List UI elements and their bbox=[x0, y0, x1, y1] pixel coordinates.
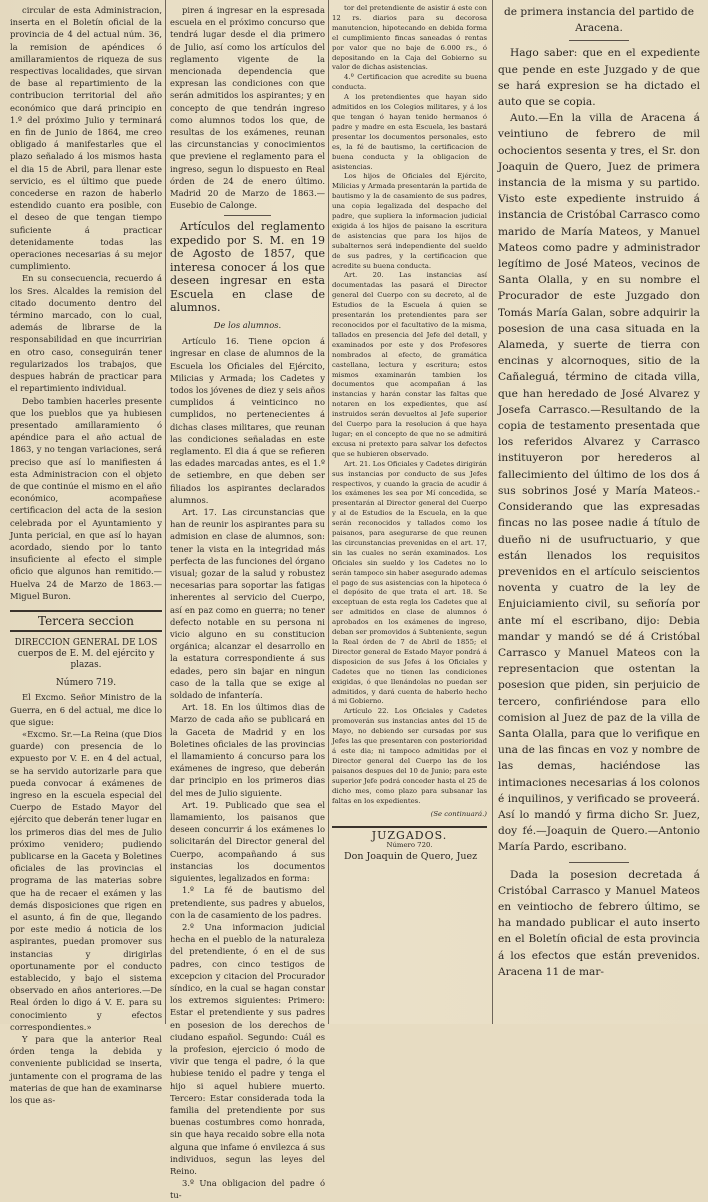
column-4 bbox=[498, 4, 700, 1022]
paragraph: «Excmo. Sr.—La Reina (que Dios guarde) con presencia de lo expuesto por V. E. en 4 del actual, se ha servido autorizarle para que pueda convocar á exámenes de ingreso en la escuela especial del Cuerpo de Estado Mayor del ejército que deberán tener lugar en los primeros dias del mes de Julio próximo venidero; pudiendo publicarse en la Gaceta y Boletines oficiales de las provincias el programa de las materias sobre que ha de recaer el exámen y las demás disposiciones que rigen en el asunto, á fin de que, llegando por este medio á noticia de los aspirantes, puedan promover sus instancias y dirigirlas oportunamente por el conducto establecido, y bajo el sistema observado en años anteriores.—De Real órden lo digo á V. E. para su conocimiento y efectos correspondientes.» bbox=[10, 728, 162, 1032]
article: Artículo 16. Tiene opcion á ingresar en clase de alumnos de la Escuela los Oficiales del Ejército, Milicias y Armada; los Cadetes y todos los jóvenes de diez y seis años cumplidos á veinticinco no cumplidos, no pertenecientes á dichas clases militares, que reunan las condiciones señaladas en este reglamento. El dia á que se refieren las edades marcadas antes, es el 1.º de setiembre, en que deben ser filiados los aspirantes declarados alumnos. bbox=[170, 336, 325, 505]
continuation-note: (Se continuará.) bbox=[430, 810, 487, 819]
section-heading: JUZGADOS. bbox=[332, 826, 487, 841]
articles-heading: Artículos del reglamento expedido por S. M. en 19 de Agosto de 1857, que interesa conocer á los que deseen ingresar en esta Escuela en clase de alumnos. bbox=[170, 220, 325, 315]
paragraph: piren á ingresar en la espresada escuela en el próximo concurso que tendrá lugar desde el dia primero de Julio, así como los artículos del reglamento vigente de la mencionada dependencia que expresan las condiciones con que serán admitidos los aspirantes; y en concepto de que tendrán ingreso como alumnos todos los que, de resultas de los exámenes, reunan las circunstancias y conocimientos que previene el reglamento para el ingreso, segun lo dispuesto en Real órden de 24 de enero último. Madrid 20 de Marzo de 1863.—Eusebio de Calonge. bbox=[170, 5, 325, 211]
article: Art. 21. Los Oficiales y Cadetes dirigirán sus instancias por conducto de sus Jefes respectivos, y cuando la gracia de acudir á los exámenes les sea por Mí concedida, se presentarán al Director general del Cuerpo y al de Estudios de la Escuela, en la que serán reconocidos y tallados como los paisanos, para asegurarse de que reunen las circunstancias prevenidas en el art. 17, sin las cuales no serán examinados. Los Oficiales sin sueldo y los Cadetes no lo serán tampoco sin haber asegurado ademas el pago de sus asistencias con la hipoteca ó el depósito de que trata el art. 18. Se exceptuan de esta regla los Cadetes que al ser admitidos en clase de alumnos ó aprobados en los exámenes de ingreso, deban ser promovidos á Subteniente, segun la Real órden de 7 de Abril de 1855; el Director general de Estado Mayor pondrá á disposicion de sus Jefes á los Oficiales y Cadetes que no tienen las condiciones exigidas, ó que llenándolas no puedan ser admitidos, y dará cuenta de haberlo hecho á mi Gobierno. bbox=[332, 459, 487, 706]
paragraph: Y para que la anterior Real órden tenga la debida y conveniente publicidad se inserta, juntamente con el programa de las materias de que han de examinarse los que as- bbox=[10, 1034, 162, 1106]
paragraph: El Excmo. Señor Ministro de la Guerra, en 6 del actual, me dice lo que sigue: bbox=[10, 692, 162, 727]
paragraph: tor del pretendiente de asistir á este con 12 rs. diarios para su decorosa manutencion, hipotecando en debida forma el cumplimiento fincas saneadas ó rentas por valor que no baje de 6.000 rs., ó depositando en la Caja del Gobierno su valor de dichas asistencias. bbox=[332, 4, 487, 72]
notice-number: Número 720. bbox=[386, 841, 433, 850]
list-item: 1.º La fé de bautismo del pretendiente, sus padres y abuelos, con la de casamiento de los padres. bbox=[170, 885, 325, 920]
list-item: 4.º Certificacion que acredite su buena conducta. bbox=[332, 73, 487, 92]
column-1 bbox=[10, 4, 162, 1106]
paragraph: Hago saber: que en el expediente que pende en este Juzgado y de que se hará expresion se ha dictado el auto que se copia. bbox=[498, 47, 700, 109]
notice-number: Número 719. bbox=[55, 678, 117, 689]
paragraph: Auto.—En la villa de Aracena á veintiuno de febrero de mil ochocientos sesenta y tres, el Sr. don Joaquin de Quero, Juez de primera instancia de la misma y su partido. Visto este expediente instruido á instancia de Cristóbal Carrasco como marido de María Mateos, y Manuel Mateos como padre y administrador legítimo de José Mateos, vecinos de Santa Olalla, y en su nombre el Procurador de este Juzgado don Tomás María Galan, sobre adquirir la posesion de una casa situada en la Alameda, y suerte de tierra con encinas y alcornoques, sitio de la Cañaleguá, término de citada villa, que han heredado de José Alvarez y Josefa Carrasco.—Resultando de la copia de testamento presentada que los referidos Alvarez y Carrasco instituyeron por herederos al fallecimiento del último de los dos á sus sobrinos José y María Mateos.-Considerando que las expresadas fincas no las posee nadie á título de dueño ni de usufructuario, y que están llenados los requisitos prevenidos en el artículo seiscientos noventa y cuatro de la ley de Enjuiciamiento civil, su señoría por ante mí el escribano, dijo: Debia mandar y mandó se dé á Cristóbal Carrasco y Manuel Mateos con la representacion que ostentan la posesion que piden, sin perjuicio de tercero, confiriéndose para ello comision al Juez de paz de la villa de Santa Olalla, para que lo verifique en una de las fincas en voz y nombre de las demas, haciéndose las intimaciones necesarias á los colonos é inquilinos, y verificado se proveerá. Así lo mandó y firma dicho Sr. Juez, doy fé.—Joaquin de Quero.—Antonio María Pardo, escribano. bbox=[498, 112, 700, 854]
divider bbox=[569, 40, 630, 41]
column-divider bbox=[165, 0, 166, 1024]
paragraph: En su consecuencia, recuerdo á los Sres. Alcaldes la remision del citado documento dentro del término marcado, con lo cual, además de librarse de la responsabilidad en que incurririan en otro caso, conseguirán tener regularizados los trabajos, que despues habrán de practicar para el repartimiento individual. bbox=[10, 273, 162, 394]
paragraph: Dada la posesion decretada á Cristóbal Carrasco y Manuel Mateos en veintiocho de febrero último, se ha mandado publicar el auto inserto en el Boletín oficial de esta provincia á los efectos que están prevenidos. Aracena 11 de mar- bbox=[498, 868, 700, 978]
section-heading: Tercera seccion bbox=[10, 610, 162, 632]
article: Artículo 22. Los Oficiales y Cadetes promoverán sus instancias antes del 15 de Mayo, no debiendo ser cursadas por sus Jefes las que presentaren con posterioridad á este dia; ni tampoco admitidas por el Director general del Cuerpo las de los paisanos despues del 10 de Junio; para este superior Jefe podrá conceder hasta el 25 de dicho mes, como plazo para subsanar las faltas en los expedientes. bbox=[332, 707, 487, 805]
article: Art. 19. Publicado que sea el llamamiento, los paisanos que deseen concurrir á los exámenes lo solicitarán del Director general del Cuerpo, acompañando á sus instancias los documentos siguientes, legalizados en forma: bbox=[170, 799, 325, 884]
subheading: De los alumnos. bbox=[213, 319, 282, 330]
direction-heading: DIRECCION GENERAL DE LOS cuerpos de E. M. del ejército y plazas. bbox=[14, 638, 158, 671]
article: Art. 20. Las instancias así documentadas las pasará el Director general del Cuerpo con su decreto, al de Estudios de la Escuela á quien se presentarán los pretendientes para ser reconocidos por el facultativo de la misma, tallados en presencia del Jefe del detall, y examinados por este y dos Profesores nombrados al efecto, de gramática castellana, lectura y escritura; estos mismos examinarán tambien los documentos que acompañan á las instancias y harán constar las faltas que notaren en los expedientes, que así instruidos serán devueltos al Jefe superior del Cuerpo para la resolucion á que haya lugar; en el concepto de que no se admitirá excusa ni pretexto para salvar los defectos que se hubieren observado. bbox=[332, 271, 487, 458]
paragraph: circular de esta Administracion, inserta en el Boletín oficial de la provincia de 4 del actual núm. 36, la remision de apéndices ó amillaramientos de riqueza de sus respectivas localidades, que sirvan de base al repartimiento de la contribucion territorial del año económico que dará principio en 1.º del próximo Julio y terminará en fin de Junio de 1864, me creo obligado á manifestarles que el plazo señalado á los mismos hasta el dia 15 de Abril, para llenar este servicio, es el último que puede concederse en razon de haberlo estendido cuanto era posible, con el deseo de que tengan tiempo suficiente á practicar detenidamente todas las operaciones necesarias á su mejor cumplimiento. bbox=[10, 5, 162, 272]
paragraph: de primera instancia del partido de Aracena. bbox=[504, 6, 694, 35]
divider bbox=[569, 862, 630, 863]
paragraph: A los pretendientes que hayan sido admitidos en los Colegios militares, y á los que tengan ó hayan tenido hermanos ó padre y madre en esta Escuela, les bastará presentar los documentos personales, esto es, la fé de bautismo, la certificacion de buena conducta y la obligacion de asistencias. bbox=[332, 93, 487, 171]
paragraph: Los hijos de Oficiales del Ejército, Milicias y Armada presentarán la partida de bautismo y la de casamiento de sus padres, una copia legalizada del despacho del padre, que supliera la informacion judicial exigida á los hijos de paisano la escritura de asistencias que para los hijos de subalternos será independiente del sueldo de sus padres, y la certificacion que acredite su buena conducta. bbox=[332, 172, 487, 270]
list-item: 2.º Una informacion judicial hecha en el pueblo de la naturaleza del pretendiente, ó en el de sus padres, con cinco testigos de excepcion y citacion del Procurador síndico, en la cual se hagan constar los extremos siguientes: Primero: Estar el pretendiente y sus padres en posesion de los derechos de ciudano español. Segundo: Cuál es la profesion, ejercicio ó modo de vivir que tenga el padre, ó la que hubiese tenido el padre y tenga el hijo si aquel hubiere muerto. Tercero: Estar considerada toda la familia del pretendiente por sus buenas costumbres como honrada, sin que haya recaido sobre ella nota alguna que infame ó envilezca á sus individuos, segun las leyes del Reino. bbox=[170, 921, 325, 1176]
column-divider bbox=[492, 0, 493, 1024]
column-2 bbox=[170, 4, 325, 1201]
article: Art. 18. En los últimos dias de Marzo de cada año se publicará en la Gaceta de Madrid y en los Boletines oficiales de las provincias el llamamiento á concurso para los exámenes de ingreso, que deberán dar principio en los primeros dias del mes de Julio siguiente. bbox=[170, 702, 325, 798]
article: Art. 17. Las circunstancias que han de reunir los aspirantes para su admision en clase de alumnos, son: tener la vista en la integridad más perfecta de las funciones del órgano visual; gozar de la salud y robustez necesarias para soportar las fatigas inherentes al servicio del Cuerpo, así en paz como en guerra; no tener defecto notable en su persona ni vicio alguno en su constitucion orgánica; alcanzar el desarrollo en la estatura correspondiente á sus edades, pero sin bajar en ningun caso de la talla que se exige al soldado de infantería. bbox=[170, 507, 325, 701]
column-divider bbox=[328, 0, 329, 1024]
paragraph: Debo tambien hacerles presente que los pueblos que ya hubiesen presentado amillaramiento ó apéndice para el año actual de 1863, y no tengan variaciones, será preciso que así lo manifiesten á esta Administracion con el objeto de que continúe el mismo en el año económico, acompañese certificacion del acta de la sesion celebrada por el Ayuntamiento y Junta pericial, en que así lo hayan acordado, siendo por lo tanto insuficiente al efecto el simple oficio que algunos han remitido.— Huelva 24 de Marzo de 1863.— Miguel Buron. bbox=[10, 395, 162, 601]
paragraph: Don Joaquin de Quero, Juez bbox=[344, 851, 478, 863]
list-item: 3.º Una obligacion del padre ó tu- bbox=[170, 1178, 325, 1201]
column-3 bbox=[332, 4, 487, 1022]
divider bbox=[224, 215, 271, 216]
